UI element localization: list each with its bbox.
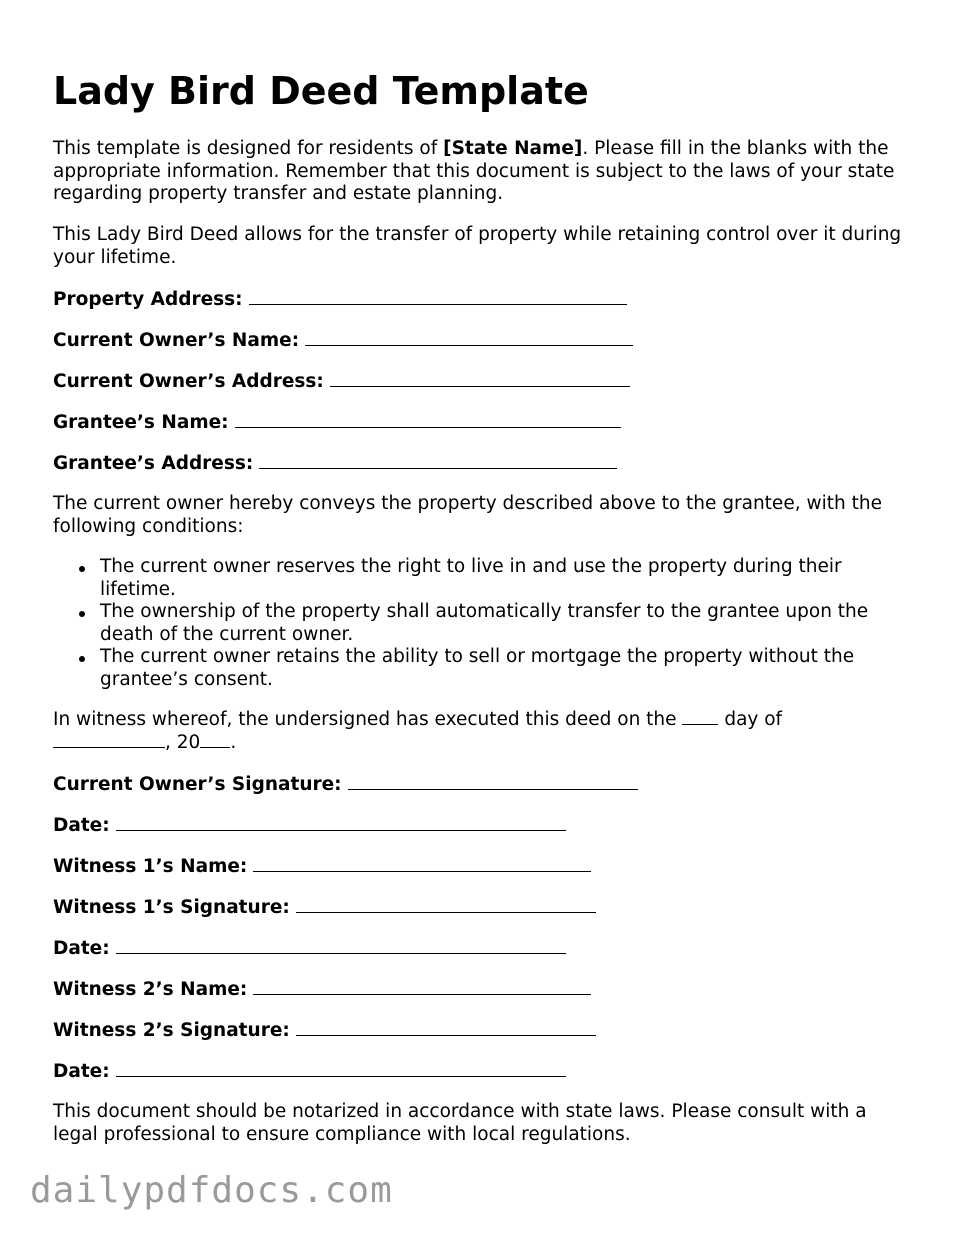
witness-clause-part1: In witness whereof, the undersigned has executed this deed on the <box>53 709 677 730</box>
field-label: Witness 2’s Name: <box>53 979 248 1000</box>
closing-paragraph: This document should be notarized in accordance with state laws. Please consult with a legal professional to ensure compliance with local regulations. <box>53 1101 867 1145</box>
blank-line[interactable] <box>259 452 617 469</box>
list-item <box>53 601 913 646</box>
field-label: Current Owner’s Signature: <box>53 774 342 795</box>
witness-clause <box>53 709 913 754</box>
conveyance-paragraph: The current owner hereby conveys the property described above to the grantee, with the following conditions: <box>53 493 882 537</box>
month-blank[interactable] <box>53 732 165 748</box>
witness-2-signature-field[interactable] <box>53 1019 596 1042</box>
list-item <box>53 556 913 601</box>
current-owner-address-field[interactable] <box>53 370 630 393</box>
intro-text-before: This template is designed for residents of <box>53 138 444 159</box>
grantee-address-field[interactable] <box>53 452 617 475</box>
blank-line[interactable] <box>296 1019 596 1036</box>
witness-clause-part3: , 20 <box>165 731 201 753</box>
conditions-list <box>53 556 913 691</box>
field-label: Grantee’s Address: <box>53 453 254 474</box>
intro-paragraph <box>53 138 913 206</box>
bullet-icon <box>79 656 85 662</box>
day-blank[interactable] <box>682 709 718 725</box>
field-label: Witness 1’s Signature: <box>53 897 290 918</box>
year-blank[interactable] <box>200 732 230 748</box>
witness-clause-part2: day of <box>724 709 783 730</box>
field-label: Witness 1’s Name: <box>53 856 248 877</box>
condition-text: The current owner reserves the right to live in and use the property during their lifetime. <box>100 556 842 600</box>
watermark: dailypdfdocs.com <box>30 1170 393 1211</box>
field-label: Current Owner’s Address: <box>53 371 324 392</box>
witness-2-name-field[interactable] <box>53 978 591 1001</box>
intro-text-after: . Please fill in the blanks with the appropriate information. Remember that this document is subject to the laws of your state regarding property transfer and estate planning. <box>53 138 895 204</box>
blank-line[interactable] <box>305 329 633 346</box>
field-label: Date: <box>53 938 110 959</box>
blank-line[interactable] <box>253 855 591 872</box>
witness-1-name-field[interactable] <box>53 855 591 878</box>
witness-1-date-field[interactable] <box>53 937 566 960</box>
property-address-field[interactable] <box>53 288 627 311</box>
blank-line[interactable] <box>330 370 630 387</box>
purpose-paragraph: This Lady Bird Deed allows for the transfer of property while retaining control over it during your lifetime. <box>53 224 902 268</box>
blank-line[interactable] <box>348 773 638 790</box>
state-name-placeholder: [State Name] <box>443 138 583 159</box>
owner-date-field[interactable] <box>53 814 566 837</box>
blank-line[interactable] <box>116 937 566 954</box>
witness-clause-part4: . <box>230 731 237 753</box>
witness-2-date-field[interactable] <box>53 1060 566 1083</box>
blank-line[interactable] <box>253 978 591 995</box>
grantee-name-field[interactable] <box>53 411 621 434</box>
blank-line[interactable] <box>235 411 621 428</box>
blank-line[interactable] <box>116 814 566 831</box>
blank-line[interactable] <box>249 288 627 305</box>
field-label: Witness 2’s Signature: <box>53 1020 290 1041</box>
list-item <box>53 646 913 691</box>
field-label: Date: <box>53 815 110 836</box>
witness-1-signature-field[interactable] <box>53 896 596 919</box>
condition-text: The current owner retains the ability to sell or mortgage the property without the grantee’s consent. <box>100 646 855 690</box>
field-label: Property Address: <box>53 289 243 310</box>
condition-text: The ownership of the property shall automatically transfer to the grantee upon the death of the current owner. <box>100 601 869 645</box>
blank-line[interactable] <box>296 896 596 913</box>
current-owner-name-field[interactable] <box>53 329 633 352</box>
current-owner-signature-field[interactable] <box>53 773 638 796</box>
page-title: Lady Bird Deed Template <box>53 69 589 113</box>
bullet-icon <box>79 611 85 617</box>
field-label: Grantee’s Name: <box>53 412 229 433</box>
blank-line[interactable] <box>116 1060 566 1077</box>
bullet-icon <box>79 566 85 572</box>
field-label: Date: <box>53 1061 110 1082</box>
field-label: Current Owner’s Name: <box>53 330 300 351</box>
